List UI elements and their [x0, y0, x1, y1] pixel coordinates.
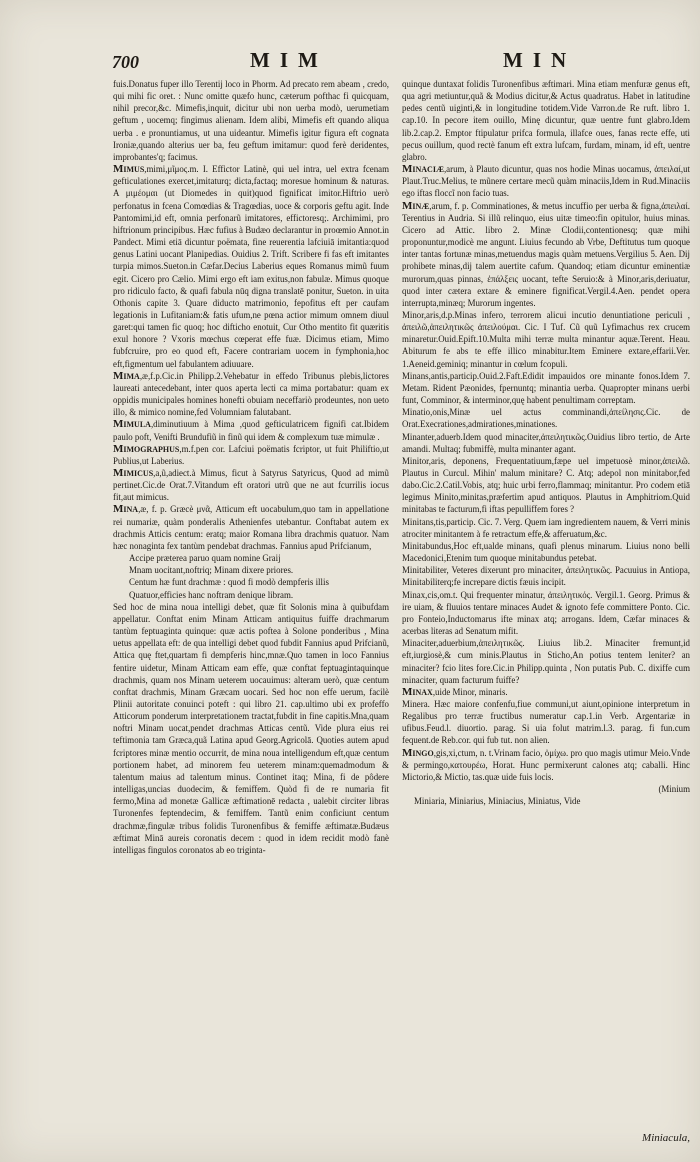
entry-text: Minans,antis,particip.Ouid.2.Faft.Edidit impauidos ore minante fonos.Idem 7. Metam. Rident Pæonides, fpernuntq; minantia uerba. Quapropter minans uerbi funt, Comminor, & interminor,quę habent penultimam correptam.: [402, 370, 690, 406]
entry-text: Minaciter,aduerbium,ἀπειλητικῶς. Liuius lib.2. Minaciter fremunt,id eft,iurgiosè,& cum minis.Plautus in Sticho,An potius tentem leniter? an minaciter? fcio lites fore.Cic.in Philipp.quinta , Non putatis Pub. C. dixiffe cum minaciter, quam facturum fuiffe?: [402, 638, 690, 685]
dictionary-entry: [402, 686, 690, 698]
right-column: [402, 78, 690, 1148]
entry-text: Mnam uocitant,noftriq; Minam dixere priores.: [129, 565, 294, 576]
entry-text: Minitabiliter, Veteres dixerunt pro minaciter, ἀπειλητικῶς. Pacuuius in Antiopa, Minitabiliterq;fe increpare dictis fæuis incipit.: [402, 565, 690, 588]
dictionary-entry: [402, 516, 690, 540]
dictionary-entry: [113, 443, 389, 467]
entry-text: Minanter,aduerb.Idem quod minaciter,ἀπειλητικῶς.Ouidius libro tertio, de Arte amandi. Multaq; fubmiffè, multa minanter agant.: [402, 431, 690, 454]
dictionary-entry: [113, 564, 389, 576]
entry-headword: Mima: [113, 369, 140, 382]
entry-text: ,mimi,μῖμος.m. I. Effictor Latinè, qui uel intra, uel extra fcenam gefticulationes exercet,imitaturq; dicta,factaq; moresue hominum & naturas. A μιμέομαι (ut Diomedes in quit)quod fignificat imitor.Hiftrio uerò perfonatus in fcena Comœdias & Tragœdias, uoce & corporis geftu agit. Inde Pantomimi,id eft, omnia perfonarũ imitatores, effictoresq;. Archimimi, pro hiftrionum principibus. Hæc fufius à Budæo declarantur in proœmio Annot.in Pandect. Mimi etiā dicuntur poëmata, fine reuerentia lafciuiā imitantia:quod genus Latini uocant Planipedias. Ouidius 2. Trift. Scribere fi fas eft imitantes turpia mimos.Sueton.in Cæfar.Decius Laberius eques Romanus mimũ fuum egit. Cicero pro Cælio. Mimi ergo eft iam exitus,non fabulæ. Mimus quoque pro ridiculo facto, & quafi fabula nūq digna translatē ponitur, Sueton. in uita Othonis capite 3. Quare diducto matrimonio, fepofitus eft per caufam legationis in Lufitaniam:& fatis ufum,ne pœna actior mimum omnem diuul garet:qui tamen fic quoq; hoc difticho enotuit, Cur Otho mentito fit quæritis exul honore ? Vxoris mœchus cœperat effe fuæ. Dicimus etiam, Mimo fubfcruire, pro eo quod eft, Facere contrariam uocem in fymphonia,hoc eft,figmentum uel fabulantem adiuuare.: [113, 164, 389, 369]
entry-text: Minera. Hæc maiore confenfu,fiue communi,ut aiunt,opinione interpretum in Regalibus pro terræ fructibus numeratur cap.1.in Verb. Argentariæ in ufibus.Feud.l. diuortio. parag. Si uia folut matrim.l.3. parag. fi fun.cum fequent.de Reb.cor. qui fub tut. non alien.: [402, 698, 690, 746]
entry-headword: Minax: [402, 685, 433, 698]
dictionary-entry: [113, 552, 389, 564]
entry-text: fuis.Donatus fuper illo Terentij loco in Phorm. Ad precato rem abeam , credo, qui mihi fic oret. : Nunc omitte quæfo hunc, cæterum pofthac fi quicquam, nihil precor,&c. Mimefis,inquit, dicitur ubi non uerba modò, uerumetiam geftum , uocemq; fingimus alienam. Idem alibi, Mimefis eft quando aliqua uerba . e pronuntiamus, ut una uideantur. Mimefis igitur figura eft cognata Ironiæ,quando alterius uer ba, feu geftum imitamur: quod ferè deridentes, improbantes'q; facimus.: [113, 79, 389, 162]
entry-headword: Mimus: [113, 163, 145, 176]
entry-headword: Mimula: [113, 418, 151, 431]
left-column: [113, 78, 389, 1148]
dictionary-entry: [113, 503, 389, 552]
dictionary-entry: [402, 698, 690, 747]
dictionary-entry: [402, 795, 690, 807]
dictionary-entry: [113, 576, 389, 588]
running-head-left: MIM: [250, 48, 328, 72]
entry-text: Minor,aris,d.p.Minas infero, terrorem alicui incutio denuntiatione periculi , ἀπειλῶ,ἀπειλητικῶς ἀπειλούμαι. Cic. I Tuf. Cũ quũ Lyfimachus rex crucem minaretur.Ouid.Epift.10.Multa mihi terræ multa minantur aquæ.Terent. Heau. Abiturum fe abs te effe illico minabitur.Item Eminere extare,effarii.Ver. 1.Aeneid.geminiq; minantur in cœlum fcopuli.: [402, 309, 690, 369]
dictionary-entry: [402, 370, 690, 406]
entry-text: ,m.f.pen cor. Lafciui poëmatis fcriptor, ut fuit Philiftio,ut Publius,ut Laberius.: [113, 443, 389, 466]
dictionary-entry: [113, 78, 389, 163]
dictionary-entry: [402, 431, 690, 455]
entry-text: ,arum, f. p. Comminationes, & metus incuffio per uerba & figna,ἀπειλαί. Terentius in Audria. Si illũ relinquo, eius uitæ timeo:fin opitulor, huius minas. Cicero ad Attic. libro 2. Minæ Clodii,contentionesq; quæ mihi proponuntur,modicè me angunt. Liuius fecundo ab Vrbe, Deftitutus tum quoque inter tantas fortunæ minas,metuendus magis quàm metuens.Vergilius 5. Aen. Dij prohibete minas,dij talem auertite cafum. Quandoq; etiam dicuntur eminentiæ murorum,quas pinnas, ἐπάλξεις uocant, tefte Seruio:& à Minor,aris,deriuatur, quod inter cætera extare & eminere fignificat.Vergil.4.Aen. pendet opera interrupta,minæq; Murorum ingentes.: [402, 200, 690, 308]
dictionary-entry: [402, 406, 690, 430]
entry-text: Minax,cis,om.t. Qui frequenter minatur, ἀπειλητικός. Vergil.1. Georg. Primus & ire uiam, & fluuios tentare minaces Audet & ignoto fefe committere Ponto. Cic. pro Fonteio,Inductomarus ifte minax atq; arrogans. Idem, Cæfar minaces & acerbas literas ad Senatum mifit.: [402, 589, 690, 637]
dictionary-entry: [402, 455, 690, 516]
dictionary-entry: [113, 418, 389, 442]
dictionary-entry: [113, 589, 389, 601]
entry-headword: Mina: [113, 503, 139, 516]
running-head-right: MIN: [503, 48, 577, 72]
entry-text: Minitor,aris, deponens, Frequentatiuum,fæpe uel impetuosè minor,ἀπειλῶ. Plautus in Curcul. Mihin' malum minitare? C. Atq; adepol non minitabor,fed dabo.Cic.2.Catil.Vobis, atq; huic urbi ferro,flammaq; minitantur. Pro codem etiā legimus Minito,minitas,præfertim apud antiquos. Plautus in Amphitriom.Quid minitabas te facturum,fi iftas pepulliffem fores ?: [402, 455, 690, 515]
dictionary-entry: [402, 564, 690, 588]
dictionary-entry: [402, 309, 690, 370]
dictionary-entry: [402, 747, 690, 783]
dictionary-entry: [402, 637, 690, 686]
entry-text: ,æ,f.p.Cic.in Philipp.2.Vehebatur in effedo Tribunus plebis,lictores laureati antecedebant, inter quos aperta lecti ca mima portabatur: quam ex oppidis municipales homines honefti obuiam neceffariò prodeuntes, non ueto illo, & mimico nomine,fed Volumniam falutabant.: [113, 370, 389, 418]
entry-headword: Mimicus: [113, 467, 154, 479]
dictionary-entry: [402, 78, 690, 163]
entry-text: ,diminutiuum à Mima ,quod gefticulatricem fignifi cat.Ibidem paulo poft, Venifti Brundufiũ in finũ qui idem & complexum tuæ mimulæ .: [113, 419, 389, 442]
entry-text: Minitans,tis,particip. Cic. 7. Verg. Quem iam ingredientem nauem, & Verri minis atrociter minitantem à fe retractum effe,& afferuatum,&c.: [402, 516, 690, 539]
entry-headword: Mimographus: [113, 442, 180, 455]
dictionary-entry: [402, 589, 690, 638]
dictionary-entry: [113, 467, 389, 503]
dictionary-entry: [113, 601, 389, 856]
catchword-bottom: Miniacula,: [642, 1132, 690, 1144]
entry-text: Centum hæ funt drachmæ : quod fi modò dempferis illis: [129, 577, 329, 588]
dictionary-entry: [113, 370, 389, 419]
entry-text: ,arum, à Plauto dicuntur, quas nos hodie Minas uocamus, ἀπειλαί,ut Plaut.Truc.Melius, te mũnere certare mecũ quàm minaciis,Idem in Rud.Minaciis ego iftas floccĩ non facio tuas.: [402, 164, 690, 199]
entry-text: Minatio,onis,Minæ uel actus comminandi,ἀπείλησις.Cic. de Orat.Execrationes,admirationes,minationes.: [402, 407, 690, 430]
entry-text: Miniaria, Miniarius, Miniacius, Miniatus, Vide: [414, 796, 581, 807]
dictionary-entry: [402, 163, 690, 199]
entry-text: ,a,ũ,adiect.à Mimus, ficut à Satyrus Satyricus, Quod ad mimũ pertinet.Cic.de Orat.7.Vitandum eft oratori utrũ que ne aut fcurrilis iocus fit,aut mimicus.: [113, 468, 389, 503]
entry-text: ,gis,xi,ctum, n. t.Vrinam facio, ὀμίχω. pro quo magis utimur Meio.Vnde & permingo,κατουρέω, Horat. Hunc permixerunt calones atq; caballi. Hinc Mictorio,& Mictio, tas.quæ uide fuis locis.: [402, 747, 690, 782]
entry-text: Accipe præterea paruo quam nomine Graij: [129, 553, 281, 564]
entry-headword: Minaciæ: [402, 163, 444, 176]
entry-text: Sed hoc de mina noua intelligi debet, quæ fit Solonis mina à quibufdam appellatur. Conftat enim Minam Atticam antiquitus fuiffe drachmarum tantùm feptuaginta quinque: quæ actis poftea à Solone ponderibus , Mina uetus appellata eft: de qua intelligi debet quod fubdit Fannius apud Prifcianũ, Attica quę ftet,quartam fi dempferis hinc,mnæ.Quo tamen in loco Fannius fentire uidetur, Minam Atticam eam effe, quæ conftat feptuagintaquinque drachmis, quam nos Minam ueterem uocauimus: alteram uerò, quæ centum conftat drachmis, Minam Græcam uocari. Sed hoc non effe uerum, facilè Plinii autoritate conuinci poteft : qui libro 21. cap.ultimo ubi ex profeffo Atticorum ponderum interpretationem tractat,fubdit in fine capitis.Mna,quam noftri Minam uocat,pendet drachmas Atticas centũ. Vide plura eius rei teftimonia tam Græca,quã Latina apud Georg.Agricolā. Quoties autem apud fcriptores minæ mentio occurrit, de mina noua intelligendum eft,quæ centum portionem habet, ad minorem feu ueterem minam:quemadmodum & talentum maius ad talentum minus. Continet itaq; Mina, fi de pôdere intelligas,uncias duodecim, & femiffem. Quòd fi de re numaria fit fermo,Mina ad monetæ Gallicæ æftimationē redacta , ualebit circiter libras Turonenfes feptendecim, & femiffem. Tantũ enim conficiunt centum drachmæ,fingulæ tribus folidis Turonenfibus & femiffe æftimatæ.Budæus æftimat Minā aureis coronatis decem : quod in idem recidit modò fanè intelligas fingulos coronatos ab eo triginta-: [113, 601, 389, 855]
entry-headword: Minæ: [402, 199, 430, 212]
entry-text: quinque duntaxat folidis Turonenfibus æftimari. Mina etiam menfuræ genus eft, qua agri metiuntur,quã & Modius dicitur,& Actus quadratus. Habet in latitudine pedes centũ uiginti,& in longitudine totidem.Vide Varron.de Re ruft. libro 1. cap.10. In pecore item ouillo, Minę dicuntur, quæ uentre funt glabro.Idem lib.2.cap.2. Emptor ftipulatur prifca formula, illafce oues, fanas recte effe, uti pecus ouillum, quod rectè fanum eft extra lufcam, furdam, minam, id eft, uentre glabro.: [402, 79, 690, 162]
page-number: 700: [112, 52, 139, 72]
entry-headword: Mingo: [402, 746, 434, 759]
entry-text: Minitabundus,Hoc eft,ualde minans, quafi plenus minarum. Liuius nono belli Macedonici,Etenim tum quoque minitabundus petebat.: [402, 540, 690, 564]
entry-text: Quatuor,efficies hanc noftram denique libram.: [129, 589, 294, 600]
dictionary-entry: [402, 540, 690, 564]
dictionary-entry: [113, 163, 389, 370]
entry-text: ,uide Minor, minaris.: [432, 686, 508, 697]
entry-text: ,æ, f. p. Græcè μνᾶ, Atticum eft uocabulum,quo tam in appellatione rei numariæ, quàm ponderalis Athenienfes utebantur. Conftabat autem ex drachmis Atticis centum: eratq; maior Romana libra drachmis quatuor. Nam hæc nonaginta fex tantùm pendebat drachmas. Fannius apud Prifcianum,: [113, 504, 389, 551]
catchword-margin: (Minium: [658, 784, 690, 795]
dictionary-entry: [402, 200, 690, 309]
